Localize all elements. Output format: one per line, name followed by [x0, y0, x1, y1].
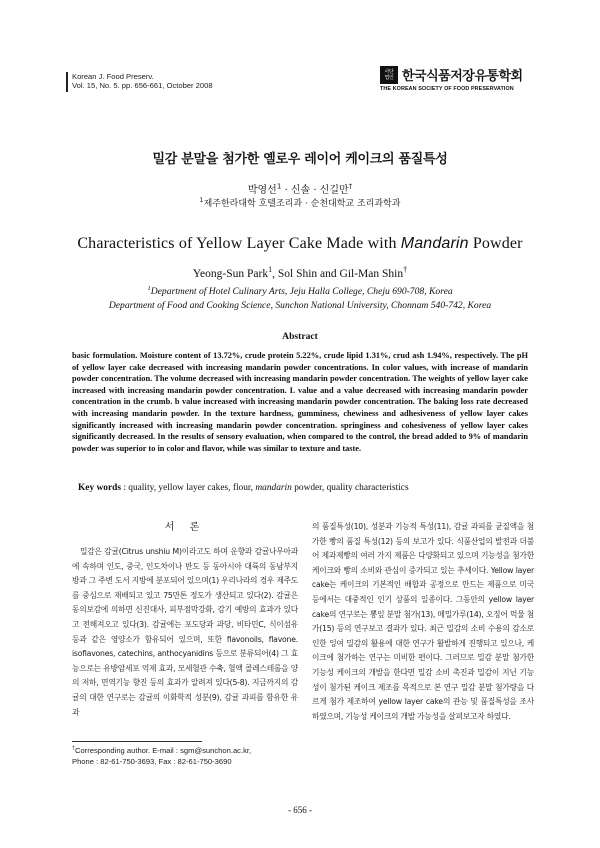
section-title-introduction: 서 론	[164, 522, 206, 533]
body-paragraph-left: 밀감은 감귤(Citrus unshiu M)이라고도 하며 운향과 감귤나무아과에 속하며 인도, 중국, 인도차이나 반도 등 동아시아 대륙의 동남부지방과 그 주변 도서 지방에 분포되어 있으며(1) 우리나라의 경우 제주도를 중심으로 재배되고 있고 75만톤 정도가 생산되고 있다(2). 감귤은 동의보감에 의하면 신진대사, 피부점막강화, 감기 예방의 효과가 있다고 전해져오고 있다(3). 감귤에는 포도당과 과당, 비타민C, 식이섬유 등과 같은 영양소가 함유되어 있으며, 또한 flavonoils, flavone. isoflavones, catechins, anthocyanidins 등으로 분류되어(4) 그 효능으로는 유방암세포 억제 효과, 모세혈관 수축, 혈액 콜레스테롤을 양의 저하, 면역기능 향진 등의 효과가 알려져 있다(5-8). 지금까지의 감귤의 대한 연구로는 감귤의 이화학적 성분(9), 감귤 과피를 함유한 유과	[72, 547, 298, 717]
journal-bar	[66, 72, 68, 92]
authors-korean: 박영선$^1$ · 신솔 · 신길만†	[247, 182, 353, 196]
authors-english: Yeong-Sun Park$^1$, Sol Shin and Gil-Man Shin†	[192, 265, 408, 280]
body-column-right: 의 품질특성(10), 성분과 기능적 특성(11), 감귤 과피를 균질액을 첨가한 빵의 품질 특성(12) 등의 보고가 있다. 식품산업의 발전과 더불어 제과제빵의 여러 가지 제품은 다양화되고 있으며 기능성을 첨가한 케이크와 빵의 소비와 관심이 증가되고 있는 추세이다. Yellow layer cake는 케이크의 기본적인 배합과 공정으로 만드는 제품으로 미국 등에서는 대중적인 인기 상품의 일종이다. 그동안의 yellow layer cake의 연구로는 뽕잎 분말 첨가(13), 메밀가루(14), 오징어 먹물 첨가(15) 등의 연구보고 결과가 있다. 최근 밀감의 소비 수용의 감소로 인한 잉여 밀감의 활용에 대한 연구가 활발하게 진행되고 있으나, 케이크에 첨가하는 연구는 미비한 편이다. 그러므로 밀감 분말 첨가한 기능성 케이크의 개발을 한다면 밀감 소비 촉진과 밀감이 지닌 기능성이 첨가된 케이크 제조를 목적으로 본 연구 밀감 분말 첨가량을 다르게 첨가 제조하여 yellow layer cake의 관능 및 품질특성을 조사하였으며, 기능성 케이크의 개발 가능성을 살펴보고자 하였다.	[312, 522, 534, 721]
email-link[interactable]: sgm@sunchon.ac.kr	[180, 746, 249, 755]
abstract-heading: Abstract	[282, 331, 318, 342]
abstract-text: basic formulation. Moisture content of 13.72%, crude protein 5.22%, crude lipid 1.31%, crud ash 1.94%, respectively. The pH of yellow layer cake decreased with increasing mandarin powder concentrations. In color values, with increase of mandarin powder concentration. The volume decreased with increasing mandarin powder concentration. The weights of yellow layer cake increased with increasing mandarin powder concentration. L value and a value decreased with increasing mandarin powder concentration in the crumb. b value increased with increasing mandarin powder concentration. The baking loss rate decreased with increasing mandarin powder. In the texture hardness, gumminess, chewiness and adhesiveness of yellow layer cakes significantly increased with increasing mandarin powder concentration. springiness and cohesiveness of yellow layer cakes significantly decreased. In the results of sensory evaluation, when compared to the control, the bread added to 9% of mandarin powder was superior to in color and flavor, while was similar to texture and taste.	[72, 351, 528, 453]
journal-name: Korean J. Food Preserv.	[72, 72, 154, 81]
keywords: Key words : quality, yellow layer cakes, flour, mandarin powder, quality characteristics	[78, 483, 409, 493]
society-name-kr: 한국식품저장유통학회	[402, 69, 523, 84]
body-column-left	[72, 545, 298, 720]
society-header	[380, 66, 536, 94]
affiliation-korean: $^1$제주한라대학 호텔조리과 · 순천대학교 조리과학과	[199, 197, 401, 209]
society-name-en: THE KOREAN SOCIETY OF FOOD PRESERVATION	[380, 86, 514, 92]
title-korean: 밀감 분말을 첨가한 옐로우 레이어 케이크의 품질특성	[152, 152, 448, 167]
society-logo: 사단 법인	[380, 66, 398, 84]
affiliation-english-2: Department of Food and Cooking Science, Sunchon National University, Chonnam 540-742, Korea	[108, 300, 492, 311]
title-english: Characteristics of Yellow Layer Cake Made with Mandarin Powder	[77, 235, 523, 252]
affiliation-english-1: $^1$Department of Hotel Culinary Arts, Jeju Halla College, Cheju 690-708, Korea	[147, 284, 453, 297]
journal-citation	[72, 72, 213, 91]
footnote-corresponding: †Corresponding author. E-mail : sgm@sunchon.ac.kr, Phone : 82-61-750-3693, Fax : 82-61-750-3690	[72, 745, 252, 766]
page-number: - 656 -	[288, 805, 312, 815]
footnote-rule	[72, 741, 202, 742]
footnote-phone: Phone : 82-61-750-3693, Fax : 82-61-750-3690	[72, 757, 232, 766]
journal-volume: Vol. 15, No. 5. pp. 656-661, October 2008	[72, 81, 213, 91]
